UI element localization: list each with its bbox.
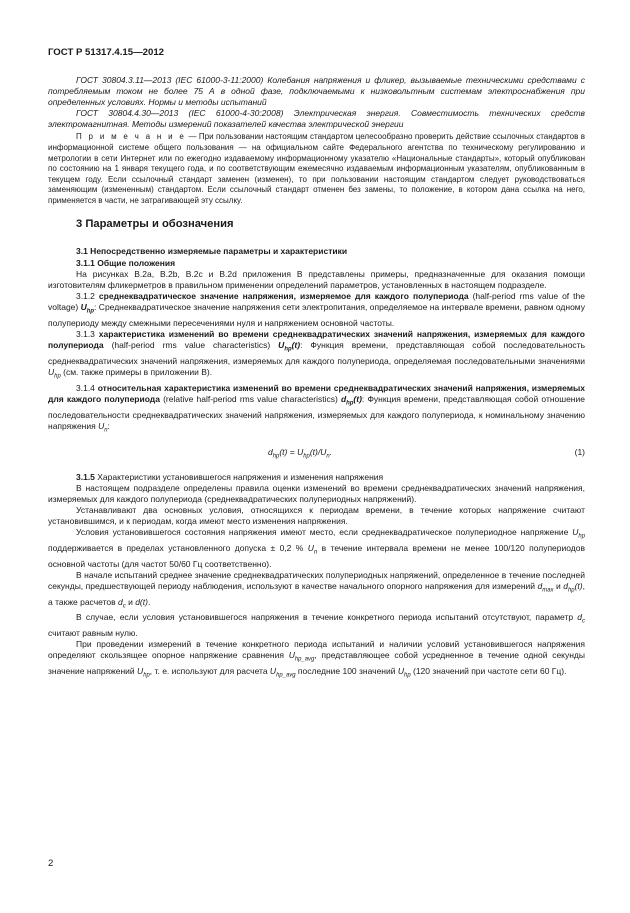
- clause-heading: 3.1.1 Общие положения: [76, 257, 176, 268]
- definition-3-1-4: [48, 383, 585, 437]
- section-heading: 3 Параметры и обозначения: [76, 217, 234, 230]
- page-body: [48, 75, 585, 682]
- term-english: (half-period rms value characteristics): [103, 340, 279, 351]
- symbol: d: [340, 393, 347, 404]
- definition-text: (см. также примеры в приложении В).: [60, 367, 213, 378]
- symbol: U: [48, 367, 55, 378]
- clause-title: Характеристики установившегося напряжения и изменения напряжения: [94, 471, 384, 482]
- definition-text: :: [107, 420, 110, 431]
- symbol: U: [572, 527, 579, 538]
- symbol: U: [397, 666, 405, 677]
- symbol: U: [98, 420, 105, 431]
- definition-text: : Функция времени, представляющая собой последовательность среднеквадратических значений напряжения, измеряемых для каждого полупериода, определяемая последовательными значениями: [48, 340, 585, 366]
- term: относительная характеристика изменений во времени среднеквадратических значений напряжения, измеряемых для каждого полупериода: [48, 382, 585, 404]
- clause-number: 3.1.5: [76, 471, 95, 482]
- symbol: U: [269, 666, 277, 677]
- paragraph: В случае, если условия установившегося напряжения в течение конкретного периода испытаний отсутствуют, параметр $d_c$ считают равным нулю.: [48, 612, 585, 639]
- symbol-subscript: hp: [346, 400, 354, 407]
- formula-1: [48, 447, 585, 459]
- page-number: 2: [48, 858, 54, 869]
- clause-number: 3.1.4: [76, 382, 98, 393]
- reference-item: ГОСТ 30804.3.11—2013 (IEC 61000-3-11:2000) Колебания напряжения и фликер, вызываемые техническими средствами с потребляемым током не более 75 А в одной фазе, подключаемыми к низковольтным системам электроснабжения при определенных условиях. Нормы и методы испытаний: [48, 75, 585, 108]
- running-header: ГОСТ Р 51317.4.15—2012: [48, 47, 165, 58]
- term-english: (half-period rms value of the voltage): [48, 291, 585, 313]
- symbol: U: [288, 650, 295, 661]
- definition-3-1-2: [48, 291, 585, 329]
- clause-text: На рисунках В.2а, В.2b, В.2с и В.2d приложения В представлены примеры, предназначенные для оказания помощи изготовителям фликерметров в правильном применении определений параметров, установленных в настоящем подразделе.: [48, 268, 585, 290]
- symbol-subscript: n: [104, 427, 108, 434]
- paragraph: Устанавливают два основных условия, относящихся к периодам времени, в течение которых напряжение считают установившимся, и к периодам, когда имеют место изменения напряжения.: [48, 504, 585, 526]
- symbol-subscript: hp: [86, 308, 95, 315]
- note-label: П р и м е ч а н и е: [76, 132, 187, 142]
- term: среднеквадратическое значение напряжения, измеряемое для каждого полупериода: [98, 291, 469, 302]
- symbol: U: [278, 340, 285, 351]
- paragraph: Условия установившегося состояния напряжения имеют место, если среднеквадратическое полупериодное напряжение $U_{hp}$ поддерживается в пределах установленного допуска ± 0,2 % $U_n$ в течение интервала времени не менее 100/120 полупериодов основной частоты (для частот 50/60 Гц соответственно).: [48, 527, 585, 569]
- definition-text: : Среднеквадратическое значение напряжения сети электропитания, определяемое на интервале времени, равном одному полупериоду между смежными пересечениями нуля и напряжением основной частоты.: [48, 302, 585, 328]
- clause-heading-3-1-5: [48, 472, 585, 483]
- symbol: d: [577, 612, 583, 623]
- symbol: d: [537, 580, 543, 591]
- definition-text: : Функция времени, представляющая собой отношение последовательности среднеквадратических значений напряжения, измеряемых для каждого полупериода, к номинальному значению напряжения: [48, 393, 585, 431]
- term: характеристика изменений во времени среднеквадратических значений напряжения, измеряемых для каждого полупериода: [48, 329, 585, 351]
- note-paragraph: [48, 132, 585, 206]
- term-english: (relative half-period rms value characteristics): [159, 393, 341, 404]
- clause-number: 3.1.2: [76, 291, 99, 302]
- symbol-subscript: hp: [284, 346, 292, 353]
- formula-expression: $d_{hp}(t) = U_{hp}(t)/U_n$.: [268, 446, 333, 460]
- clause-number: 3.1.3: [76, 329, 99, 340]
- symbol: U: [80, 302, 87, 313]
- paragraph: При проведении измерений в течение конкретного периода испытаний и наличии условий установившегося напряжения определяют скользящее опорное напряжение сравнения $U_{hp\_avg}$, представляющее собой усредненное в течение одной секунды значение напряжений $U_{hp}$, т. е. используют для расчета $U_{hp\_avg}$ последние 100 значений $U_{hp}$ (120 значений при частоте сети 60 Гц).: [48, 639, 586, 679]
- reference-item: ГОСТ 30804.4.30—2013 (IEC 61000-4-30:2008) Электрическая энергия. Совместимость технических средств электромагнитная. Методы измерений показателей качества электрической энергии: [48, 108, 585, 130]
- symbol: d: [563, 580, 568, 591]
- symbol: U: [137, 666, 144, 677]
- symbol-argument: (t): [353, 393, 362, 404]
- symbol: d(t): [135, 596, 148, 607]
- symbol-subscript: hp: [54, 373, 61, 380]
- symbol-argument: (t): [291, 340, 301, 351]
- symbol: U: [307, 542, 314, 553]
- subsection-heading: 3.1 Непосредственно измеряемые параметры и характеристики: [76, 245, 348, 256]
- paragraph: В настоящем подразделе определены правила оценки изменений во времени среднеквадратических значений напряжения, измеряемых для каждого полупериода (среднеквадратических полупериодных напряжений).: [48, 482, 585, 504]
- note-text: — При пользовании настоящим стандартом целесообразно проверить действие ссылочных стандартов в информационной системе общего пользования — на официальном сайте Федерального агентства по техническому регулированию и метрологии в сети Интернет или по ежегодно издаваемому информационному указателю «Национальные стандарты», который опубликован по состоянию на 1 января текущего года, и по соответствующим ежемесячно издаваемым информационным указателям, опубликованным в текущем году. Если ссылочный стандарт заменен (изменен), то при пользовании настоящим стандартом следует руководствоваться заменяющим (измененным) стандартом. Если ссылочный стандарт отменен без замены, то положение, в котором дана ссылка на него, применяется в части, не затрагивающей эту ссылку.: [48, 132, 585, 206]
- symbol: d: [118, 596, 123, 607]
- paragraph: В начале испытаний среднее значение среднеквадратических полупериодных напряжений, определенное в течение последней секунды, предшествующей периоду наблюдения, используют в качестве начального опорного напряжения для измерений $d_{max}$ и $d_{hp}(t)$, а также расчетов $d_c$ и d(t).: [48, 569, 585, 610]
- formula-number: (1): [574, 446, 585, 457]
- definition-3-1-3: [48, 329, 585, 383]
